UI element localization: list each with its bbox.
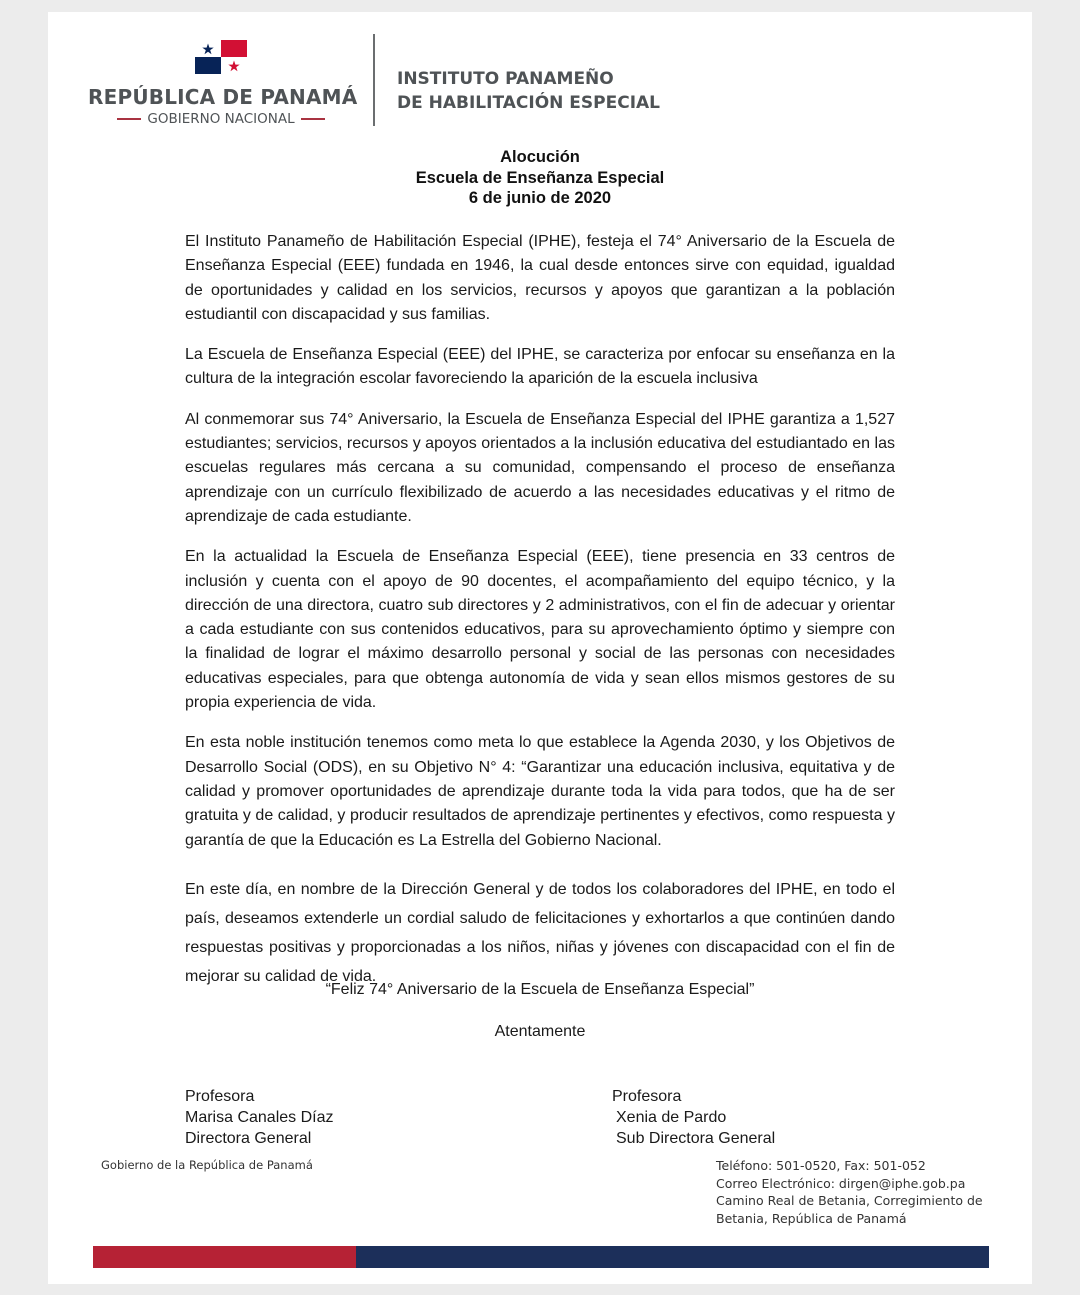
paragraph: En este día, en nombre de la Dirección General y de todos los colaboradores del IPHE, en todo el país, deseamos extenderle un cordial saludo de felicitaciones y exhortarlos a que continúen dando respuestas positivas y proporcionadas a los niños, niñas y jóvenes con discapacidad con el fin de mejorar su calidad de vida. xyxy=(185,880,895,985)
header-divider xyxy=(373,34,375,126)
footer-government: Gobierno de la República de Panamá xyxy=(101,1158,313,1172)
footer-address-line2: Betania, República de Panamá xyxy=(716,1210,907,1226)
footer-address-line1: Camino Real de Betania, Corregimiento de xyxy=(716,1193,983,1208)
paragraph: En esta noble institución tenemos como meta lo que establece la Agenda 2030, y los Objetivos de Desarrollo Social (ODS), en su Objetivo N° 4: “Garantizar una educación inclusiva, equitativa y de calidad y promover oportunidades de aprendizaje durante toda la vida para todos, que ha de ser gratuita y de calidad, y producir resultados de aprendizaje pertinentes y efectivos, como respuesta y garantía de que la Educación es La Estrella del Gobierno Nacional. xyxy=(185,734,895,849)
footer-bar-blue xyxy=(356,1246,989,1268)
signature-name: Xenia de Pardo xyxy=(616,1109,727,1126)
footer-contact xyxy=(716,1157,983,1227)
decorative-dash xyxy=(117,118,141,120)
closing: Atentamente xyxy=(494,1023,586,1040)
title-line2: Escuela de Enseñanza Especial xyxy=(415,168,665,187)
document-title xyxy=(248,147,832,209)
signature-title: Profesora xyxy=(612,1088,682,1105)
government-subtitle-text: GOBIERNO NACIONAL xyxy=(147,111,295,127)
paragraph: En la actualidad la Escuela de Enseñanza Especial (EEE), tiene presencia en 33 centros de inclusión y cuenta con el apoyo de 90 docentes, el acompañamiento del equipo técnico, y la dirección de una directora, cuatro sub directores y 2 administrativos, con el fin de adecuar y orientar a cada estudiante con sus contenidos educativos, para su aprovechamiento óptimo y siempre con la finalidad de lograr el máximo desarrollo personal y social de las personas con necesidades educativas especiales, para que obtenga autonomía de vida y sean ellos mismos gestores de su propia experiencia de vida. xyxy=(185,548,895,712)
signature-right xyxy=(612,1086,775,1149)
government-subtitle xyxy=(88,111,354,127)
document-body xyxy=(185,230,895,1007)
signature-name: Marisa Canales Díaz xyxy=(185,1109,334,1126)
document-page xyxy=(48,12,1032,1284)
signature-role: Directora General xyxy=(185,1130,312,1147)
footer-email: Correo Electrónico: dirgen@iphe.gob.pa xyxy=(716,1175,966,1191)
signature-left xyxy=(185,1086,334,1149)
institution-name-line1: INSTITUTO PANAMEÑO xyxy=(397,69,614,89)
institution-name-line2: DE HABILITACIÓN ESPECIAL xyxy=(397,93,661,113)
paragraph: La Escuela de Enseñanza Especial (EEE) del IPHE, se caracteriza por enfocar su enseñanza en la cultura de la integración escolar favoreciendo la aparición de la escuela inclusiva xyxy=(185,346,895,388)
institution-name xyxy=(397,67,717,115)
paragraph: El Instituto Panameño de Habilitación Especial (IPHE), festeja el 74° Aniversario de la Escuela de Enseñanza Especial (EEE) fundada en 1946, la cual desde entonces sirve con equidad, igualdad de oportunidades y calidad en los servicios, recursos y apoyos que garantizan a la población estudiantil con discapacidad y sus familias. xyxy=(185,233,895,323)
signature-title: Profesora xyxy=(185,1088,255,1105)
anniversary-quote: “Feliz 74° Aniversario de la Escuela de Enseñanza Especial” xyxy=(325,981,755,998)
paragraph: Al conmemorar sus 74° Aniversario, la Escuela de Enseñanza Especial del IPHE garantiza a 1,527 estudiantes; servicios, recursos y apoyos orientados a la inclusión educativa del estudiantado en las escuelas regulares más cercana a su comunidad, compensando el proceso de enseñanza aprendizaje con un currículo flexibilizado de acuerdo a las necesidades educativas y el ritmo de aprendizaje de cada estudiante. xyxy=(185,410,895,525)
government-name: REPÚBLICA DE PANAMÁ xyxy=(88,85,358,109)
title-line1: Alocución xyxy=(500,148,580,166)
footer-phone: Teléfono: 501-0520, Fax: 501-052 xyxy=(716,1158,926,1173)
footer-bar-red xyxy=(93,1246,356,1268)
decorative-dash xyxy=(301,118,325,120)
title-line3: 6 de junio de 2020 xyxy=(468,189,612,207)
panama-flag-icon xyxy=(195,40,247,74)
signature-role: Sub Directora General xyxy=(616,1130,776,1147)
